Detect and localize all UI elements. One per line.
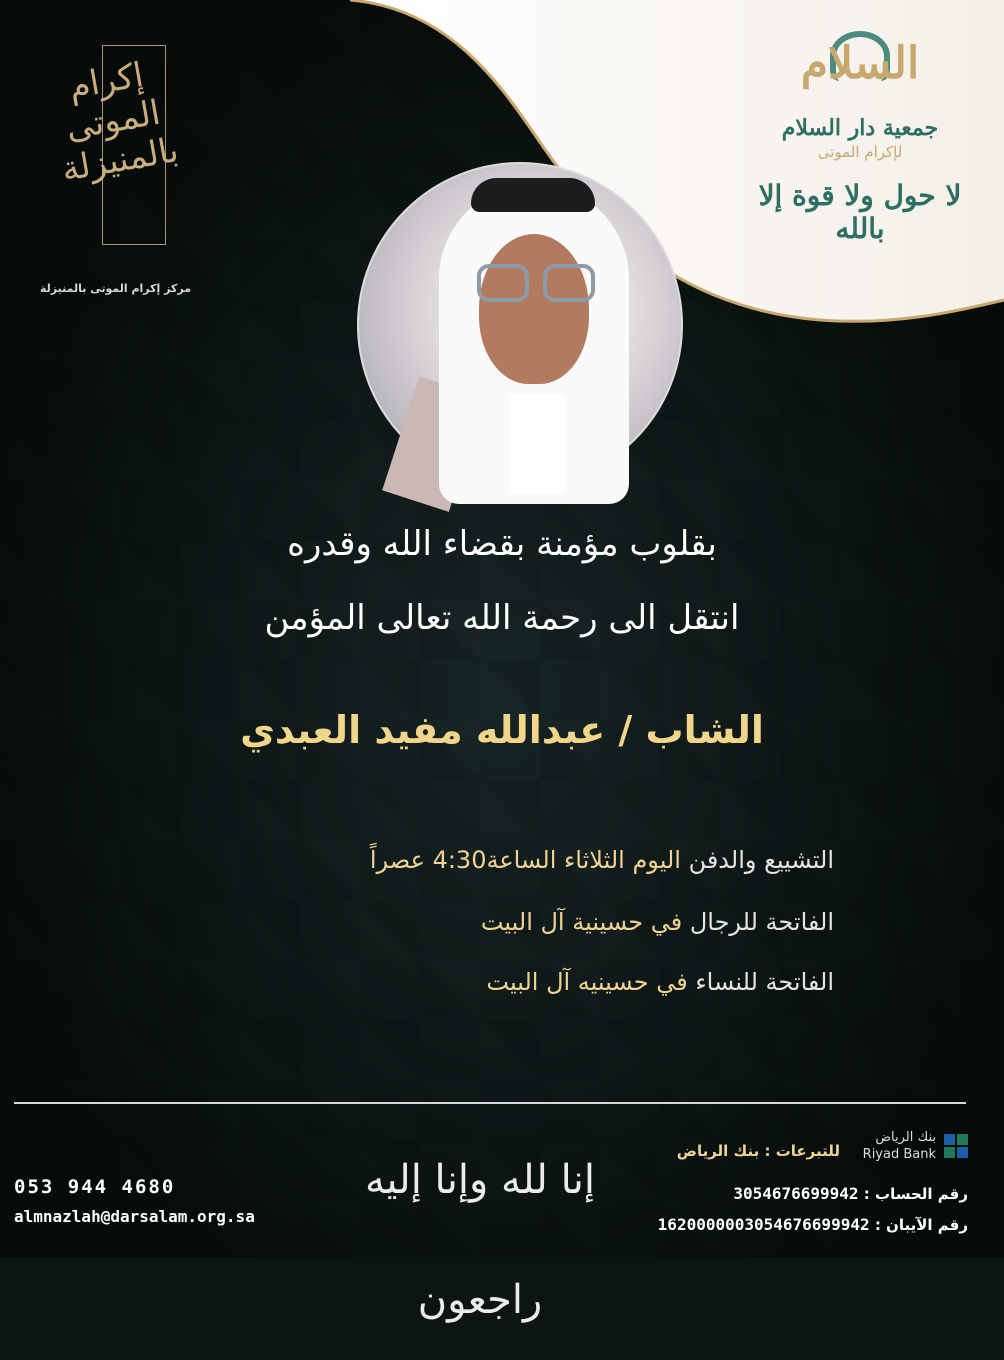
hawqala-calligraphy: لا حول ولا قوة إلا بالله bbox=[758, 179, 962, 245]
condolence-line-1: بقلوب مؤمنة بقضاء الله وقدره bbox=[287, 524, 717, 564]
bank-info bbox=[668, 1130, 968, 1170]
org-name: جمعية دار السلام bbox=[781, 115, 939, 141]
women-place: في حسينيه آل البيت bbox=[486, 968, 688, 996]
quran-verse-calligraphy: إنا لله وإنا إليه راجعون bbox=[364, 1157, 596, 1323]
photo-face bbox=[479, 234, 589, 384]
photo-thobe bbox=[509, 394, 565, 494]
footer-divider bbox=[14, 1102, 966, 1104]
logo-caption: مركز إكرام الموتى بالمنيزلة bbox=[39, 282, 192, 295]
men-place: في حسينية آل البيت bbox=[480, 908, 683, 936]
account-label: رقم الحساب : bbox=[863, 1185, 968, 1203]
men-condolence-details bbox=[314, 908, 834, 936]
iban-row bbox=[658, 1215, 968, 1234]
riyad-bank-logo-icon bbox=[942, 1134, 968, 1160]
condolence-line-2: انتقل الى رحمة الله تعالى المؤمن bbox=[264, 598, 740, 638]
donate-label: للتبرعات : بنك الرياض bbox=[676, 1142, 840, 1160]
account-row bbox=[733, 1184, 968, 1203]
funeral-details bbox=[314, 846, 834, 874]
bank-name-en: Riyad Bank bbox=[862, 1147, 936, 1162]
deceased-photo bbox=[357, 162, 683, 488]
women-condolence-details bbox=[314, 968, 834, 996]
iban-number: 1620000003054676699942 bbox=[657, 1215, 870, 1234]
funeral-prefix: التشييع والدفن bbox=[688, 846, 834, 874]
women-prefix: الفاتحة للنساء bbox=[695, 968, 834, 996]
men-prefix: الفاتحة للرجال bbox=[689, 908, 834, 936]
salam-wordmark: السلام bbox=[800, 38, 920, 89]
bank-name-ar: بنك الرياض bbox=[875, 1130, 936, 1145]
contact-email[interactable]: almnazlah@darsalam.org.sa bbox=[14, 1207, 255, 1226]
dar-alsalam-logo bbox=[750, 20, 970, 290]
contact-phone[interactable]: 053 944 4680 bbox=[14, 1176, 176, 1198]
photo-agal bbox=[471, 178, 595, 212]
left-center-logo bbox=[40, 40, 190, 300]
account-number: 3054676699942 bbox=[733, 1184, 859, 1203]
org-subtitle: لإكرام الموتى bbox=[817, 143, 903, 161]
deceased-name: الشاب / عبدالله مفيد العبدي bbox=[240, 708, 764, 752]
photo-glasses bbox=[477, 264, 595, 304]
logo-calligraphy: إكرام الموتى بالمنيزلة bbox=[58, 55, 182, 190]
funeral-time: اليوم الثلاثاء الساعة4:30 عصراً bbox=[369, 846, 681, 874]
iban-label: رقم الآيبان : bbox=[874, 1216, 968, 1234]
